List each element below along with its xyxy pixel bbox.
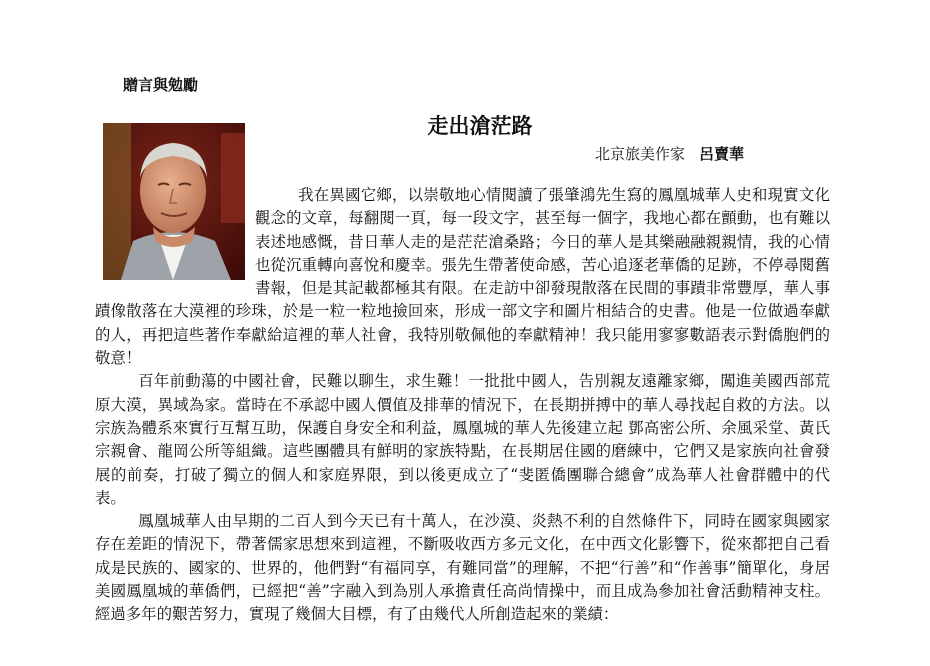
author-affiliation: 北京旅美作家 xyxy=(595,145,686,163)
article-title: 走出滄茫路 xyxy=(427,114,533,138)
author-name: 呂賣華 xyxy=(699,145,745,163)
byline xyxy=(595,143,744,164)
article-body xyxy=(95,184,830,627)
paragraph: 百年前動蕩的中國社會，民難以聊生，求生難！一批批中國人，告別親友遠離家鄉，闖進美國西部荒原大漠，異域為家。當時在不承認中國人價值及排華的情況下，在長期拼搏中的華人尋找起自救的方法。以宗族為體系來實行互幫互助，保護自身安全和利益，鳳凰城的華人先後建立起 鄧高密公所、余風采堂、黃氏宗親會、龍岡公所等組織。這些團體具有鮮明的家族特點，在長期居住國的磨練中，它們又是家族向社會發展的前奏，打破了獨立的個人和家庭界限，到以後更成立了“斐匿僑團聯合總會”成為華人社會群體中的代表。 xyxy=(95,372,830,507)
section-label: 贈言與勉勵 xyxy=(123,76,199,94)
portrait-text-wrap xyxy=(95,184,255,281)
paragraph: 鳳凰城華人由早期的二百人到今天已有十萬人，在沙漠、炎熱不利的自然條件下，同時在國家與國家存在差距的情況下，帶著儒家思想來到這裡，不斷吸收西方多元文化，在中西文化影響下，從來都把自己看成是民族的、國家的、世界的，他們對“有福同享，有難同當”的理解，不把“行善”和“作善事”簡單化，身居美國鳳凰城的華僑們，已經把“善”字融入到為別人承擔責任高尚情操中，而且成為參加社會活動精神支柱。經過多年的艱苦努力，實現了幾個大目標，有了由幾代人所創造起來的業績： xyxy=(95,512,830,624)
paragraph: 我在異國它鄉，以崇敬地心情閱讀了張肇鴻先生寫的鳳凰城華人史和現實文化觀念的文章，每翻閱一頁，每一段文字，甚至每一個字，我地心都在顫動，也有難以表述地感慨，昔日華人走的是茫茫滄桑路；今日的華人是其樂融融親親情，我的心情也從沉重轉向喜悅和慶幸。張先生帶著使命感，苦心追逐老華僑的足跡，不停尋閱舊書報，但是其記載都極其有限。在走訪中卻發現散落在民間的事蹟非常豐厚，華人事蹟像散落在大漠裡的珍珠，於是一粒一粒地撿回來，形成一部文字和圖片相結合的史書。他是一位做過奉獻的人，再把這些著作奉獻給這裡的華人社會，我特別敬佩他的奉獻精神！我只能用寥寥數語表示對僑胞們的敬意！ xyxy=(95,186,830,368)
